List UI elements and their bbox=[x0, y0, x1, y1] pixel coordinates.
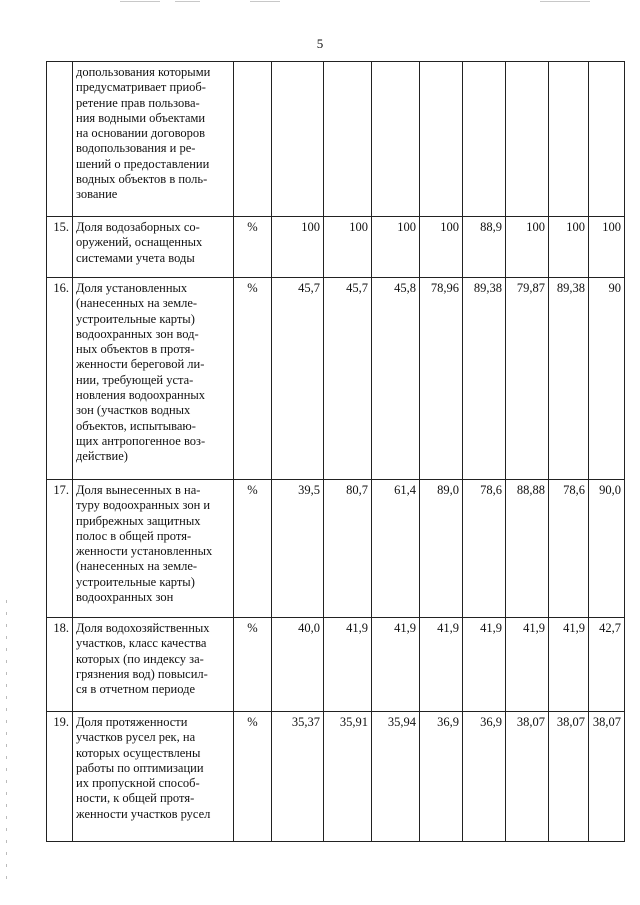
row-number-cell: 18. bbox=[47, 618, 73, 712]
text-line: которых (по индексу за- bbox=[76, 651, 204, 666]
text-line: женности установленных bbox=[76, 544, 213, 559]
text-line: новления водоохранных bbox=[76, 388, 206, 403]
value-cell: 80,7 bbox=[324, 480, 372, 618]
value-cell: 61,4 bbox=[372, 480, 420, 618]
text-line: (нанесенных на земле- bbox=[76, 559, 198, 574]
value-cell bbox=[463, 62, 506, 217]
value-cell: 41,9 bbox=[372, 618, 420, 712]
value-cell: 100 bbox=[506, 217, 549, 278]
text-line: Доля вынесенных в на- bbox=[76, 483, 201, 497]
indicator-name-cell bbox=[73, 278, 234, 480]
text-line: устроительные карты) bbox=[76, 574, 195, 589]
text-line: щих антропогенное воз- bbox=[76, 433, 206, 448]
page-number: 5 bbox=[316, 36, 324, 51]
value-cell: 89,0 bbox=[420, 480, 463, 618]
text-line: участков, класс качества bbox=[76, 636, 207, 651]
value-cell: 41,9 bbox=[420, 618, 463, 712]
text-line: ности, к общей протя- bbox=[76, 791, 195, 806]
text-line: женности участков русел bbox=[76, 806, 211, 821]
value-cell: 41,9 bbox=[463, 618, 506, 712]
indicator-name-cell bbox=[73, 480, 234, 618]
text-line: (нанесенных на земле- bbox=[76, 296, 198, 311]
text-line: объектов, испытываю- bbox=[76, 418, 196, 433]
text-line: оружений, оснащенных bbox=[76, 235, 203, 250]
text-line: ния водными объектами bbox=[76, 110, 206, 125]
value-cell: 78,6 bbox=[549, 480, 589, 618]
scan-top-edge-marks bbox=[0, 0, 640, 4]
text-line: водоохранных зон вод- bbox=[76, 326, 199, 341]
value-cell: 89,38 bbox=[549, 278, 589, 480]
unit-cell: % bbox=[234, 618, 272, 712]
unit-cell: % bbox=[234, 480, 272, 618]
value-cell: 88,9 bbox=[463, 217, 506, 278]
text-line: полос в общей протя- bbox=[76, 528, 192, 543]
value-cell bbox=[506, 62, 549, 217]
value-cell: 38,07 bbox=[506, 712, 549, 842]
table-row-18 bbox=[47, 618, 625, 712]
value-cell: 45,8 bbox=[372, 278, 420, 480]
indicator-name-cell bbox=[73, 62, 234, 217]
value-cell: 39,5 bbox=[272, 480, 324, 618]
value-cell: 35,94 bbox=[372, 712, 420, 842]
text-line: нии, требующей уста- bbox=[76, 372, 194, 387]
text-line: устроительные карты) bbox=[76, 311, 195, 326]
value-cell: 90 bbox=[589, 278, 625, 480]
unit-cell: % bbox=[234, 278, 272, 480]
value-cell: 45,7 bbox=[324, 278, 372, 480]
value-cell bbox=[324, 62, 372, 217]
text-line: предусматривает приоб- bbox=[76, 80, 206, 95]
value-cell: 36,9 bbox=[420, 712, 463, 842]
text-line: водных объектов в поль- bbox=[76, 172, 208, 187]
indicator-name-cell bbox=[73, 712, 234, 842]
text-line: которых осуществлены bbox=[76, 745, 201, 760]
value-cell: 100 bbox=[324, 217, 372, 278]
scan-margin-marks bbox=[6, 600, 8, 888]
value-cell: 100 bbox=[272, 217, 324, 278]
text-line: Доля водозаборных со- bbox=[76, 220, 200, 234]
table-row-15 bbox=[47, 217, 625, 278]
row-number-cell: 19. bbox=[47, 712, 73, 842]
text-line: системами учета воды bbox=[76, 250, 195, 265]
table-row-17 bbox=[47, 480, 625, 618]
text-line: на основании договоров bbox=[76, 126, 206, 141]
value-cell: 90,0 bbox=[589, 480, 625, 618]
value-cell: 45,7 bbox=[272, 278, 324, 480]
value-cell bbox=[420, 62, 463, 217]
text-line: женности береговой ли- bbox=[76, 357, 205, 372]
value-cell: 78,6 bbox=[463, 480, 506, 618]
value-cell: 36,9 bbox=[463, 712, 506, 842]
value-cell: 38,07 bbox=[549, 712, 589, 842]
text-line: их пропускной способ- bbox=[76, 776, 200, 791]
value-cell: 100 bbox=[589, 217, 625, 278]
value-cell: 88,88 bbox=[506, 480, 549, 618]
table-row-19 bbox=[47, 712, 625, 842]
table-row-16 bbox=[47, 278, 625, 480]
value-cell: 100 bbox=[372, 217, 420, 278]
value-cell: 78,96 bbox=[420, 278, 463, 480]
text-line: Доля протяженности bbox=[76, 715, 188, 729]
value-cell: 100 bbox=[549, 217, 589, 278]
text-line: действие) bbox=[76, 449, 128, 464]
unit-cell bbox=[234, 62, 272, 217]
text-line: участков русел рек, на bbox=[76, 730, 196, 745]
text-line: шений о предоставлении bbox=[76, 156, 210, 171]
value-cell: 35,37 bbox=[272, 712, 324, 842]
text-line: Доля установленных bbox=[76, 281, 188, 295]
text-line: зование bbox=[76, 187, 118, 202]
indicator-table bbox=[46, 61, 625, 842]
value-cell: 79,87 bbox=[506, 278, 549, 480]
text-line: ретение прав пользова- bbox=[76, 95, 200, 110]
value-cell: 38,07 bbox=[589, 712, 625, 842]
value-cell: 41,9 bbox=[324, 618, 372, 712]
value-cell: 100 bbox=[420, 217, 463, 278]
unit-cell: % bbox=[234, 712, 272, 842]
value-cell: 41,9 bbox=[549, 618, 589, 712]
row-number-cell: 15. bbox=[47, 217, 73, 278]
value-cell bbox=[372, 62, 420, 217]
value-cell: 42,7 bbox=[589, 618, 625, 712]
row-number-cell: 17. bbox=[47, 480, 73, 618]
text-line: ных объектов в протя- bbox=[76, 342, 195, 357]
text-line: туру водоохранных зон и bbox=[76, 498, 211, 513]
value-cell: 89,38 bbox=[463, 278, 506, 480]
text-line: водоохранных зон bbox=[76, 590, 174, 605]
value-cell: 35,91 bbox=[324, 712, 372, 842]
indicator-name-cell bbox=[73, 217, 234, 278]
row-number-cell: 16. bbox=[47, 278, 73, 480]
text-line: грязнения вод) повысил- bbox=[76, 666, 208, 681]
text-line: Доля водохозяйственных bbox=[76, 621, 210, 635]
text-line: работы по оптимизации bbox=[76, 760, 204, 775]
value-cell: 41,9 bbox=[506, 618, 549, 712]
value-cell bbox=[549, 62, 589, 217]
value-cell: 40,0 bbox=[272, 618, 324, 712]
text-line: допользования которыми bbox=[76, 65, 211, 79]
value-cell bbox=[589, 62, 625, 217]
text-line: ся в отчетном периоде bbox=[76, 682, 196, 697]
text-line: зон (участков водных bbox=[76, 403, 191, 418]
text-line: водопользования и ре- bbox=[76, 141, 196, 156]
unit-cell: % bbox=[234, 217, 272, 278]
indicator-name-cell bbox=[73, 618, 234, 712]
value-cell bbox=[272, 62, 324, 217]
text-line: прибрежных защитных bbox=[76, 513, 201, 528]
row-number-cell bbox=[47, 62, 73, 217]
table-row-continuation bbox=[47, 62, 625, 217]
